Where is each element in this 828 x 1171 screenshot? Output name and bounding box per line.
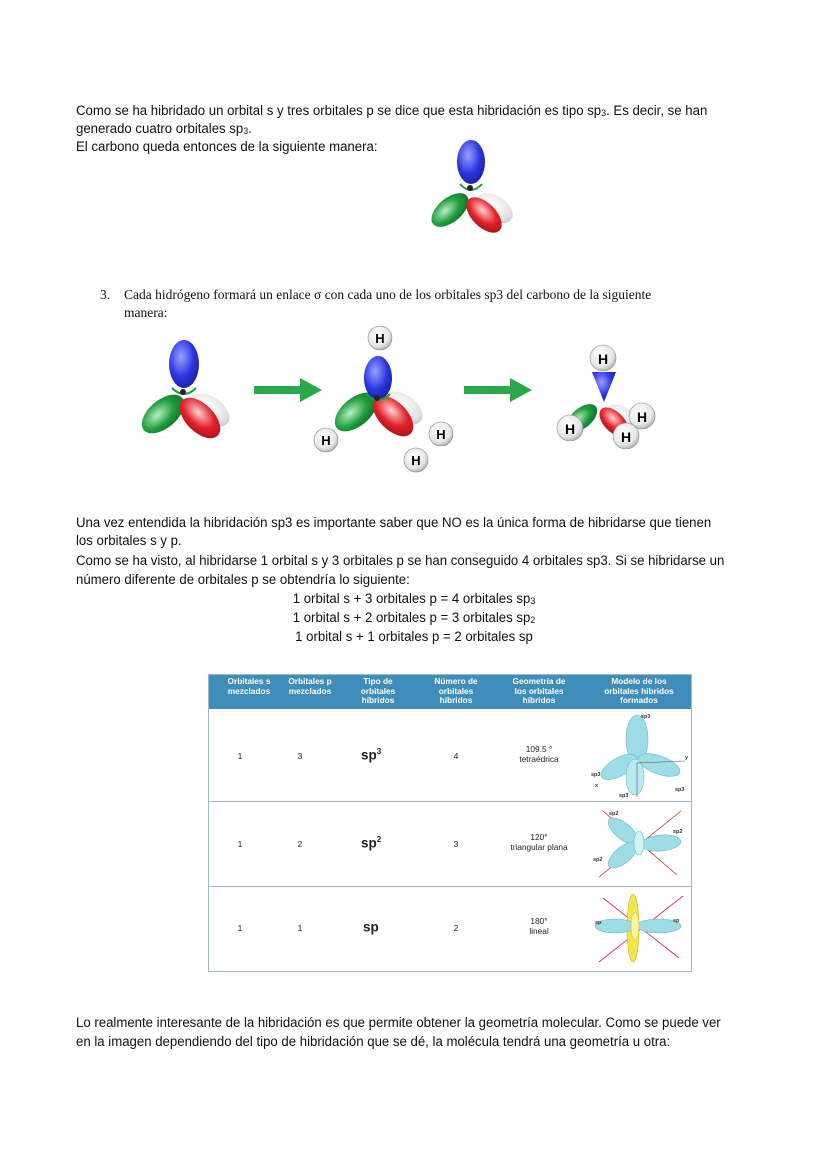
- row-divider: [209, 886, 691, 887]
- arrow-right-icon: [254, 378, 322, 402]
- svg-text:sp2: sp2: [609, 811, 619, 817]
- middle-line-1: Una vez entendida la hibridación sp3 es importante saber que NO es la única forma de hibridarse que tienen: [76, 515, 712, 531]
- header-model: Modelo de los orbitales híbridos formados: [604, 676, 674, 706]
- header-hybrid-type: Tipo de orbitales híbridos: [360, 676, 396, 706]
- hydrogen-label: H: [436, 427, 446, 442]
- cell-p: 2: [297, 839, 303, 849]
- step-3-line-2: manera:: [124, 305, 168, 320]
- cell-s: 1: [237, 751, 243, 761]
- sp3-orbital-model: [589, 711, 691, 801]
- conclusion-line-1: Lo realmente interesante de la hibridación es que permite obtener la geometría molecular. Como se puede ver: [76, 1015, 721, 1031]
- carbon-orbitals-stage-2: [314, 326, 453, 472]
- intro-line-2-text: generado cuatro orbitales sp: [76, 121, 244, 137]
- equation-sp: [29, 628, 799, 649]
- intro-line-2-subscript: 3: [243, 126, 249, 137]
- svg-text:sp3: sp3: [675, 787, 685, 793]
- carbon-orbitals-stage-1: [135, 340, 236, 446]
- cell-count: 2: [453, 923, 459, 933]
- cell-count: 3: [453, 839, 459, 849]
- intro-line-1-subscript: 3: [601, 108, 607, 119]
- carbon-nucleus: [467, 185, 473, 191]
- blue-lobe: [457, 140, 485, 184]
- cell-p: 1: [297, 923, 303, 933]
- header-s-orbitals: Orbitales s mezclados: [227, 676, 271, 696]
- arrow-right-icon: [464, 378, 532, 402]
- middle-line-2: los orbitales s y p.: [76, 533, 182, 549]
- svg-text:sp: sp: [595, 920, 602, 926]
- intro-line-1-text: Como se ha hibridado un orbital s y tres orbitales p se dice que esta hibridación es tipo sp: [76, 103, 602, 119]
- hydrogen-label: H: [411, 453, 421, 468]
- intro-line-3: El carbono queda entonces de la siguiente manera:: [76, 139, 378, 155]
- cell-p: 3: [297, 751, 303, 761]
- cell-count: 4: [453, 751, 459, 761]
- intro-line-2-tail: .: [248, 121, 252, 137]
- middle-line-3: Como se ha visto, al hibridarse 1 orbital s y 3 orbitales p se han conseguido 4 orbitales sp3. Si se hibridarse un: [76, 553, 725, 569]
- hydrogen-label: H: [375, 331, 385, 346]
- cell-s: 1: [237, 923, 243, 933]
- cell-geometry: 180° lineal: [529, 916, 549, 936]
- svg-text:sp2: sp2: [673, 829, 683, 835]
- svg-text:y: y: [685, 755, 689, 761]
- sp-orbital-model: [589, 888, 691, 970]
- hydrogen-label: H: [321, 433, 331, 448]
- svg-text:sp3: sp3: [619, 793, 629, 799]
- equation-sp2: [29, 609, 799, 630]
- hydrogen-label: H: [636, 409, 648, 425]
- step-3-line-1: Cada hidrógeno formará un enlace σ con cada uno de los orbitales sp3 del carbono de la siguiente: [124, 287, 652, 302]
- cell-geometry: 109.5 ° tetraédrica: [519, 744, 559, 764]
- hydrogen-bonding-diagram: [130, 322, 690, 478]
- hydrogen-label: H: [564, 421, 576, 437]
- table-header: [209, 675, 691, 709]
- svg-text:sp: sp: [673, 918, 680, 924]
- cell-s: 1: [237, 839, 243, 849]
- hydrogen-label: H: [597, 351, 609, 367]
- equation-text: 1 orbital s + 1 orbitales p = 2 orbitales sp: [295, 629, 533, 645]
- svg-text:x: x: [595, 783, 599, 789]
- conclusion-line-2: en la imagen dependiendo del tipo de hibridación que se dé, la molécula tendrá una geometría u otra:: [76, 1034, 671, 1050]
- cell-geometry: 120° triangular plana: [510, 832, 568, 852]
- equation-sp3: [29, 590, 799, 611]
- equation-subscript: 2: [530, 615, 536, 626]
- svg-text:sp2: sp2: [593, 857, 603, 863]
- hydrogen-label: H: [620, 429, 632, 445]
- header-p-orbitals: Orbitales p mezclados: [288, 676, 332, 696]
- equation-text: 1 orbital s + 3 orbitales p = 4 orbitales sp: [292, 591, 531, 607]
- cell-hybrid-type: $sp^3$: [361, 747, 382, 763]
- equation-subscript: 3: [530, 596, 536, 607]
- cell-hybrid-type: sp: [363, 919, 379, 935]
- equation-text: 1 orbital s + 2 orbitales p = 3 orbitales sp: [292, 610, 531, 626]
- carbon-sp3-orbital-figure: [420, 140, 530, 240]
- intro-line-1-tail: . Es decir, se han: [606, 103, 708, 119]
- hybridization-table: [208, 674, 692, 972]
- middle-line-4: número diferente de orbitales p se obtendría lo siguiente:: [76, 572, 410, 588]
- cell-hybrid-type: $sp^2$: [361, 835, 382, 851]
- methane-molecule: [557, 345, 655, 449]
- header-geometry: Geometría de los orbitales híbridos: [512, 676, 566, 706]
- row-divider: [209, 801, 691, 802]
- header-hybrid-count: Número de orbitales híbridos: [434, 676, 478, 706]
- svg-text:sp3: sp3: [641, 714, 651, 720]
- step-3-number: 3.: [100, 287, 111, 302]
- svg-text:sp3: sp3: [591, 772, 601, 778]
- sp2-orbital-model: [589, 803, 691, 885]
